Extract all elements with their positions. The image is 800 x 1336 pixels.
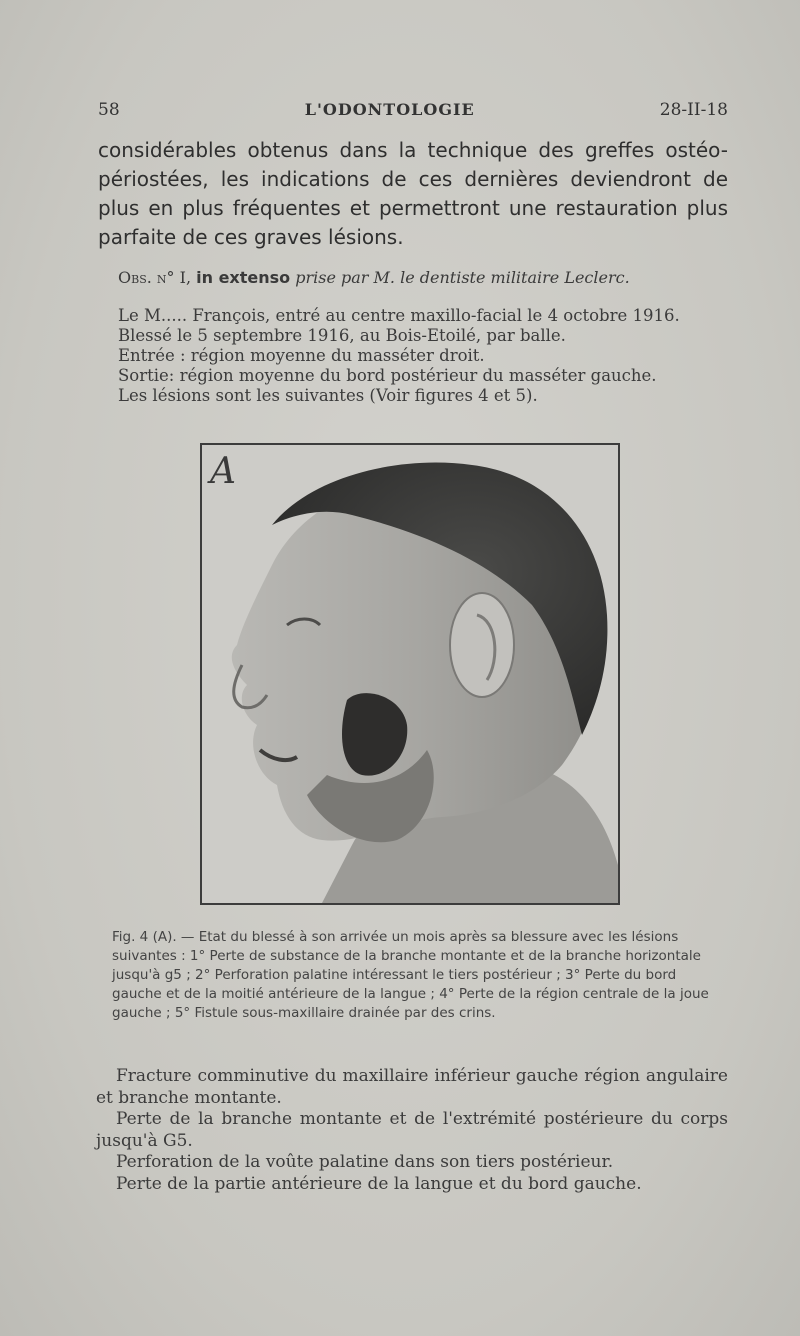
figure-caption: Fig. 4 (A). — Etat du blessé à son arrivée un mois après sa blessure avec les lésions suivantes : 1° Perte de substance de la branche montante et de la branche horizontale jusqu'à g5 ; 2° Perforation palatine intéressant le tiers postérieur ; 3° Perte du bord gauche et de la moitié antérieure de la langue ; 4° Perte de la région centrale de la joue gauche ; 5° Fistule sous-maxillaire drainée par des crins. <box>112 929 709 1021</box>
patient-profile-illustration <box>202 445 618 903</box>
case-line: Le M..... François, entré au centre maxillo-facial le 4 octobre 1916. <box>118 306 680 325</box>
patient-photograph <box>200 443 620 905</box>
lesion-paragraph: Perte de la branche montante et de l'extrémité postérieure du corps jusqu'à G5. <box>96 1109 728 1151</box>
intro-paragraph: considérables obtenus dans la technique des greffes ostéo-périostées, les indications de ces dernières deviendront de plus en plus fréquentes et permettront une restauration plus parfaite de ces graves lésions. <box>98 138 728 249</box>
figure-letter: A <box>210 451 236 492</box>
lesion-paragraph: Fracture comminutive du maxillaire inférieur gauche région angulaire et branche montante. <box>96 1066 728 1108</box>
case-details <box>118 306 730 406</box>
observation-heading <box>118 268 718 287</box>
observation-author: prise par M. le dentiste militaire Leclerc. <box>295 268 630 287</box>
case-line: Les lésions sont les suivantes (Voir figures 4 et 5). <box>118 386 538 405</box>
running-header <box>98 100 728 120</box>
observation-extenso: in extenso <box>196 268 291 287</box>
case-line: Sortie: région moyenne du bord postérieur du masséter gauche. <box>118 366 657 385</box>
issue-date: 28-II-18 <box>659 100 728 120</box>
page-number: 58 <box>98 100 120 120</box>
case-line: Entrée : région moyenne du masséter droit. <box>118 346 485 365</box>
observation-number: Obs. n° I, <box>118 268 192 287</box>
case-line: Blessé le 5 septembre 1916, au Bois-Etoilé, par balle. <box>118 326 566 345</box>
lesion-paragraph: Perte de la partie antérieure de la langue et du bord gauche. <box>116 1173 642 1194</box>
lesion-paragraph: Perforation de la voûte palatine dans son tiers postérieur. <box>116 1152 614 1172</box>
lesion-paragraphs <box>96 1066 728 1195</box>
journal-title: L'ODONTOLOGIE <box>304 100 475 119</box>
